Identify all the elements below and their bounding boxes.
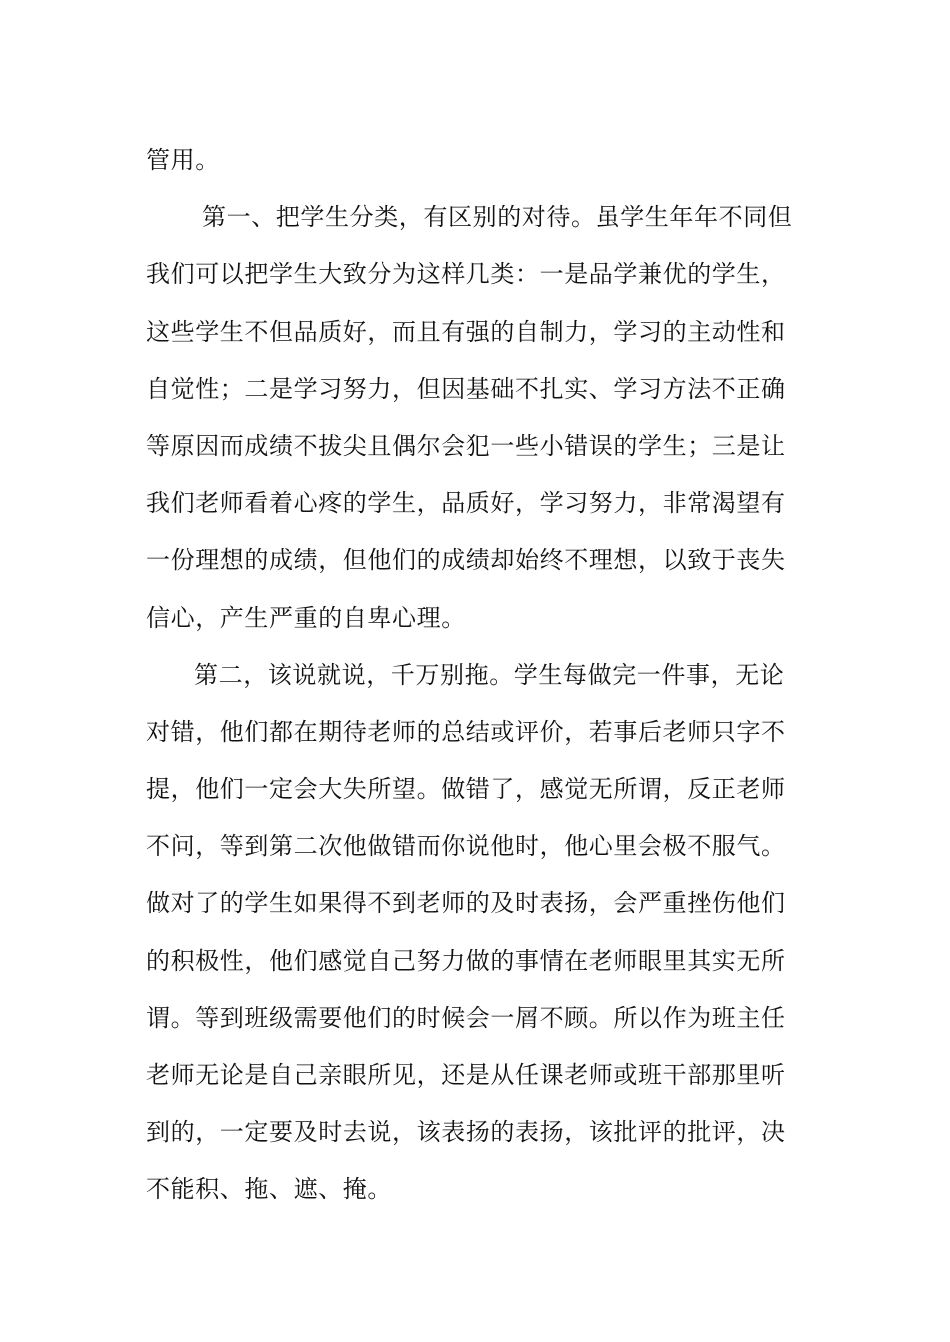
text-line: 到的，一定要及时去说，该表扬的表扬，该批评的批评，决	[146, 1118, 786, 1147]
text-line: 一份理想的成绩，但他们的成绩却始终不理想，以致于丧失	[146, 546, 786, 575]
text-line: 信心，产生严重的自卑心理。	[146, 603, 466, 632]
text-line: 提，他们一定会大失所望。做错了，感觉无所谓，反正老师	[146, 775, 786, 804]
text-line: 我们可以把学生大致分为这样几类：一是品学兼优的学生，	[146, 260, 786, 289]
text-line: 不能积、拖、遮、掩。	[146, 1175, 392, 1204]
text-line: 老师无论是自己亲眼所见，还是从任课老师或班干部那里听	[146, 1061, 786, 1089]
text-line: 不问，等到第二次他做错而你说他时，他心里会极不服气。	[146, 832, 786, 861]
text-line: 谓。等到班级需要他们的时候会一屑不顾。所以作为班主任	[146, 1003, 786, 1032]
text-line: 管用。	[146, 146, 220, 174]
text-line: 的积极性，他们感觉自己努力做的事情在老师眼里其实无所	[146, 946, 786, 975]
text-line: 我们老师看着心疼的学生，品质好，学习努力，非常渴望有	[146, 489, 786, 518]
body-text	[146, 132, 826, 1219]
text-line: 第二，该说就说，千万别拖。学生每做完一件事，无论	[194, 660, 785, 689]
text-line: 自觉性；二是学习努力，但因基础不扎实、学习方法不正确	[146, 374, 786, 403]
text-line: 这些学生不但品质好，而且有强的自制力，学习的主动性和	[146, 317, 786, 346]
text-line: 等原因而成绩不拔尖且偶尔会犯一些小错误的学生；三是让	[146, 431, 786, 460]
text-line: 对错，他们都在期待老师的总结或评价，若事后老师只字不	[146, 717, 786, 746]
text-line: 做对了的学生如果得不到老师的及时表扬，会严重挫伤他们	[146, 889, 786, 918]
text-line: 第一、把学生分类，有区别的对待。虽学生年年不同但	[202, 203, 793, 232]
